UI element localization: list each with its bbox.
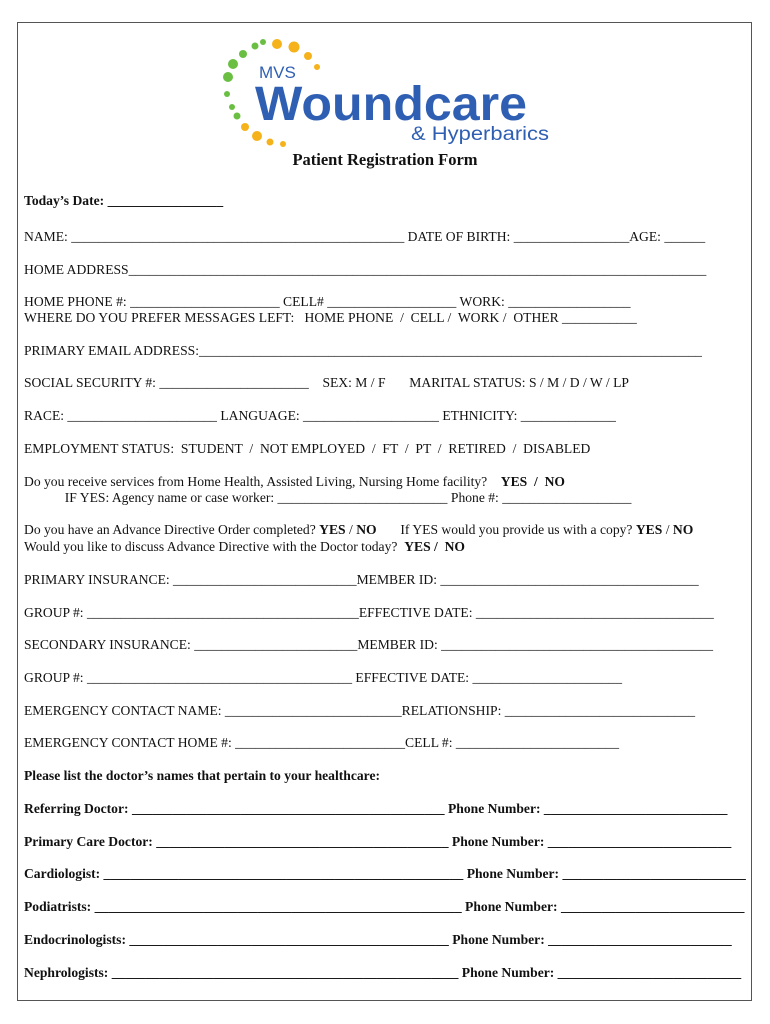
form-line-advance-directive-q xyxy=(24,522,693,538)
form-line-name-dob-age: NAME: _________________________________________________ DATE OF BIRTH: _________________AGE: ______ xyxy=(24,229,706,244)
form-line-home-address: HOME ADDRESS_____________________________________________________________________________________ xyxy=(24,262,707,277)
form-line-todays-date: Today’s Date: _________________ xyxy=(24,193,224,208)
form-line-advance-directive-q-part: Do you have an Advance Directive Order completed? xyxy=(24,522,320,537)
form-line-primary-insurance: PRIMARY INSURANCE: ___________________________MEMBER ID: ______________________________________ xyxy=(24,572,699,587)
form-line-secondary-insurance: SECONDARY INSURANCE: ________________________MEMBER ID: ________________________________________ xyxy=(24,637,714,652)
form-line-advance-directive-q-part: If YES would you provide us with a copy? xyxy=(376,522,636,537)
form-line-messages-pref: WHERE DO YOU PREFER MESSAGES LEFT: HOME PHONE / CELL / WORK / OTHER ___________ xyxy=(24,310,637,325)
form-line-advance-directive-q-part: / xyxy=(662,522,673,537)
form-line-doctors-heading: Please list the doctor’s names that pertain to your healthcare: xyxy=(24,768,381,783)
form-line-email: PRIMARY EMAIL ADDRESS:__________________________________________________________________________ xyxy=(24,343,702,358)
form-line-referring-doctor: Referring Doctor: ______________________________________________ Phone Number: ___________________________ xyxy=(24,801,728,816)
form-line-employment: EMPLOYMENT STATUS: STUDENT / NOT EMPLOYED / FT / PT / RETIRED / DISABLED xyxy=(24,441,591,456)
form-title: Patient Registration Form xyxy=(292,150,478,169)
form-line-advance-directive-q-part: YES xyxy=(319,522,346,537)
logo-woundcare-text: Woundcare xyxy=(255,78,527,131)
form-line-agency: IF YES: Agency name or case worker: _________________________ Phone #: ___________________ xyxy=(24,490,632,505)
mvs-woundcare-logo xyxy=(215,36,560,152)
form-line-advance-directive-q-part: YES xyxy=(635,522,663,537)
form-line-advance-directive-discuss-part: YES / NO xyxy=(404,539,466,554)
logo-mvs-text: MVS xyxy=(259,63,296,82)
form-line-nephrologists: Nephrologists: ___________________________________________________ Phone Number: ___________________________ xyxy=(24,965,742,980)
form-line-ssn-sex-marital: SOCIAL SECURITY #: ______________________ SEX: M / F MARITAL STATUS: S / M / D / W / LP xyxy=(24,375,629,390)
logo-hyperbarics-text: & Hyperbarics xyxy=(411,124,549,145)
form-line-phones: HOME PHONE #: ______________________ CELL# ___________________ WORK: __________________ xyxy=(24,294,631,309)
form-line-group-2: GROUP #: _______________________________________ EFFECTIVE DATE: ______________________ xyxy=(24,670,623,685)
form-line-advance-directive-q-part: / xyxy=(345,522,357,537)
form-line-home-health-q-part: YES / NO xyxy=(500,474,566,489)
form-line-advance-directive-discuss xyxy=(24,539,465,555)
form-line-endocrinologists: Endocrinologists: _______________________________________________ Phone Number: ___________________________ xyxy=(24,932,732,947)
form-line-emergency-contact: EMERGENCY CONTACT NAME: __________________________RELATIONSHIP: ____________________________ xyxy=(24,703,696,718)
form-line-advance-directive-q-part: NO xyxy=(672,522,694,537)
form-line-home-health-q xyxy=(24,474,565,490)
form-line-home-health-q-part: Do you receive services from Home Health, Assisted Living, Nursing Home facility? xyxy=(24,474,501,489)
form-line-emergency-phones: EMERGENCY CONTACT HOME #: _________________________CELL #: ________________________ xyxy=(24,735,620,750)
form-line-advance-directive-q-part: NO xyxy=(356,522,377,537)
form-line-podiatrists: Podiatrists: ______________________________________________________ Phone Number: ___________________________ xyxy=(24,899,745,914)
form-line-race-lang-eth: RACE: ______________________ LANGUAGE: ____________________ ETHNICITY: ______________ xyxy=(24,408,616,423)
form-line-cardiologist: Cardiologist: _____________________________________________________ Phone Number: ___________________________ xyxy=(24,866,746,881)
form-line-group-1: GROUP #: ________________________________________EFFECTIVE DATE: ___________________________________ xyxy=(24,605,714,620)
form-line-advance-directive-discuss-part: Would you like to discuss Advance Directive with the Doctor today? xyxy=(24,539,405,554)
form-line-primary-care-doctor: Primary Care Doctor: ___________________________________________ Phone Number: ___________________________ xyxy=(24,834,732,849)
